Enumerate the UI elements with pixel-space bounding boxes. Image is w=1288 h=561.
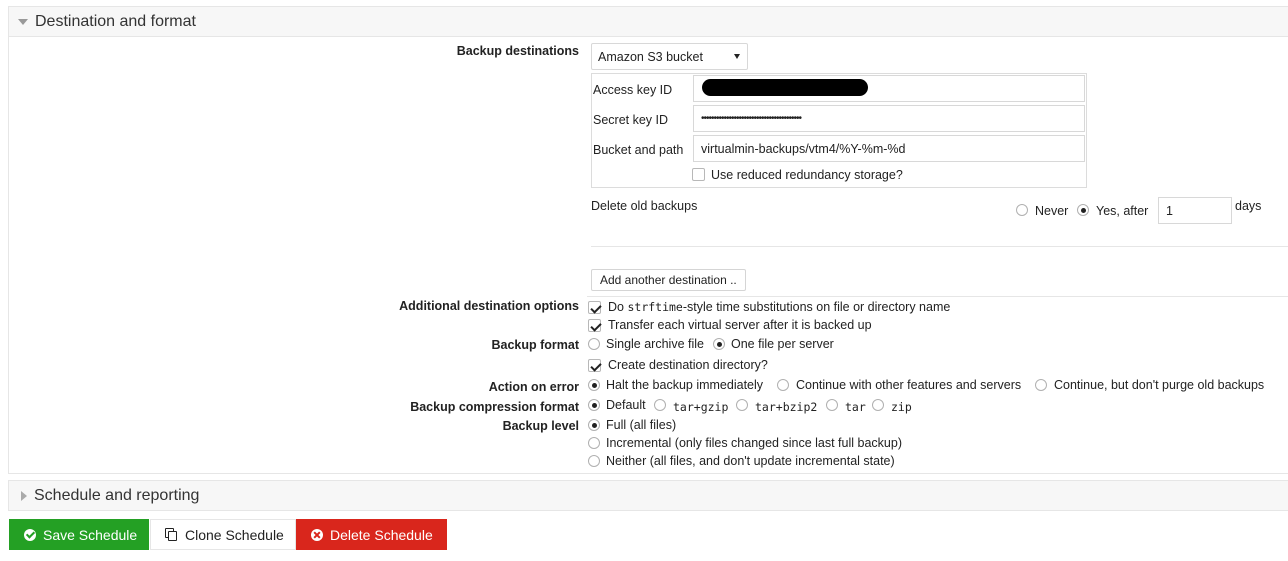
error-halt-radio[interactable]	[588, 379, 600, 391]
create-directory-label: Create destination directory?	[608, 358, 768, 372]
format-per-server-label: One file per server	[731, 337, 834, 351]
backup-destinations-label: Backup destinations	[456, 44, 579, 58]
clone-schedule-button[interactable]	[150, 519, 296, 550]
delete-old-backups-label: Delete old backups	[591, 199, 698, 213]
action-on-error-label: Action on error	[488, 380, 579, 394]
level-incremental-radio[interactable]	[588, 437, 600, 449]
strftime-checkbox[interactable]	[588, 301, 601, 314]
error-continue-nopurge-radio[interactable]	[1035, 379, 1047, 391]
destination-type-value: Amazon S3 bucket	[598, 49, 703, 64]
bucket-path-input[interactable]: virtualmin-backups/vtm4/%Y-%m-%d	[693, 135, 1085, 162]
compression-zip-radio[interactable]	[872, 399, 884, 411]
compression-tbz2-radio[interactable]	[736, 399, 748, 411]
additional-options-label: Additional destination options	[399, 299, 579, 313]
section-title-destination: Destination and format	[35, 12, 196, 30]
clone-schedule-label: Clone Schedule	[185, 526, 284, 543]
access-key-label: Access key ID	[593, 83, 673, 97]
format-per-server-radio[interactable]	[713, 338, 725, 350]
compression-default-radio[interactable]	[588, 399, 600, 411]
level-incremental-label: Incremental (only files changed since last full backup)	[606, 436, 902, 450]
collapse-triangle-icon[interactable]	[18, 19, 28, 25]
expand-triangle-icon[interactable]	[21, 491, 27, 501]
level-full-radio[interactable]	[588, 419, 600, 431]
s3-credentials-box	[591, 73, 1087, 188]
x-circle-icon	[311, 529, 323, 541]
save-schedule-label: Save Schedule	[43, 526, 138, 543]
copy-icon	[165, 528, 178, 541]
delete-never-radio[interactable]	[1016, 204, 1028, 216]
section-header-destination[interactable]	[8, 6, 1288, 37]
section-header-schedule[interactable]	[8, 480, 1288, 511]
compression-tbz2-label: tar+bzip2	[755, 400, 818, 414]
save-schedule-button[interactable]	[9, 519, 149, 550]
transfer-each-label: Transfer each virtual server after it is backed up	[608, 318, 872, 332]
error-halt-label: Halt the backup immediately	[606, 378, 764, 392]
add-destination-button[interactable]: Add another destination ..	[591, 269, 746, 291]
compression-tar-label: tar	[845, 400, 866, 414]
transfer-each-checkbox[interactable]	[588, 319, 601, 332]
compression-tar-radio[interactable]	[826, 399, 838, 411]
compression-tgz-radio[interactable]	[654, 399, 666, 411]
reduced-redundancy-label: Use reduced redundancy storage?	[711, 168, 903, 182]
strftime-post-text: -style time substitutions on file or directory name	[682, 300, 951, 314]
create-directory-checkbox[interactable]	[588, 359, 601, 372]
delete-schedule-label: Delete Schedule	[330, 526, 433, 543]
format-single-label: Single archive file	[606, 337, 704, 351]
error-continue-label: Continue with other features and servers	[796, 378, 1022, 392]
strftime-option	[608, 300, 950, 314]
secret-key-input[interactable]: ••••••••••••••••••••••••••••••••••••••••	[693, 105, 1085, 132]
level-full-label: Full (all files)	[606, 418, 677, 432]
compression-default-label: Default	[606, 398, 646, 412]
reduced-redundancy-checkbox[interactable]	[692, 168, 705, 181]
secret-key-label: Secret key ID	[593, 113, 669, 127]
error-continue-radio[interactable]	[777, 379, 789, 391]
section-title-schedule: Schedule and reporting	[34, 486, 200, 504]
delete-schedule-button[interactable]	[296, 519, 447, 550]
delete-yes-after-radio[interactable]	[1077, 204, 1089, 216]
level-neither-label: Neither (all files, and don't update incremental state)	[606, 454, 895, 468]
level-neither-radio[interactable]	[588, 455, 600, 467]
delete-never-label: Never	[1035, 204, 1069, 218]
compression-format-label: Backup compression format	[410, 400, 579, 414]
access-key-input[interactable]	[693, 75, 1085, 102]
compression-zip-label: zip	[891, 400, 912, 414]
redacted-value	[702, 79, 868, 96]
error-continue-nopurge-label: Continue, but don't purge old backups	[1054, 378, 1265, 392]
format-single-radio[interactable]	[588, 338, 600, 350]
delete-days-unit: days	[1235, 199, 1262, 213]
bucket-path-label: Bucket and path	[593, 143, 684, 157]
destination-divider	[591, 246, 1288, 247]
strftime-code-text: strftime	[627, 300, 683, 314]
strftime-pre-text: Do	[608, 300, 624, 314]
backup-level-label: Backup level	[502, 419, 579, 433]
delete-yes-after-label: Yes, after	[1096, 204, 1149, 218]
dropdown-arrow-icon	[734, 54, 740, 59]
options-divider	[587, 296, 1288, 297]
compression-tgz-label: tar+gzip	[673, 400, 729, 414]
backup-format-label: Backup format	[491, 338, 579, 352]
check-circle-icon	[24, 529, 36, 541]
delete-days-input[interactable]: 1	[1158, 197, 1232, 224]
destination-type-select[interactable]	[591, 43, 748, 70]
